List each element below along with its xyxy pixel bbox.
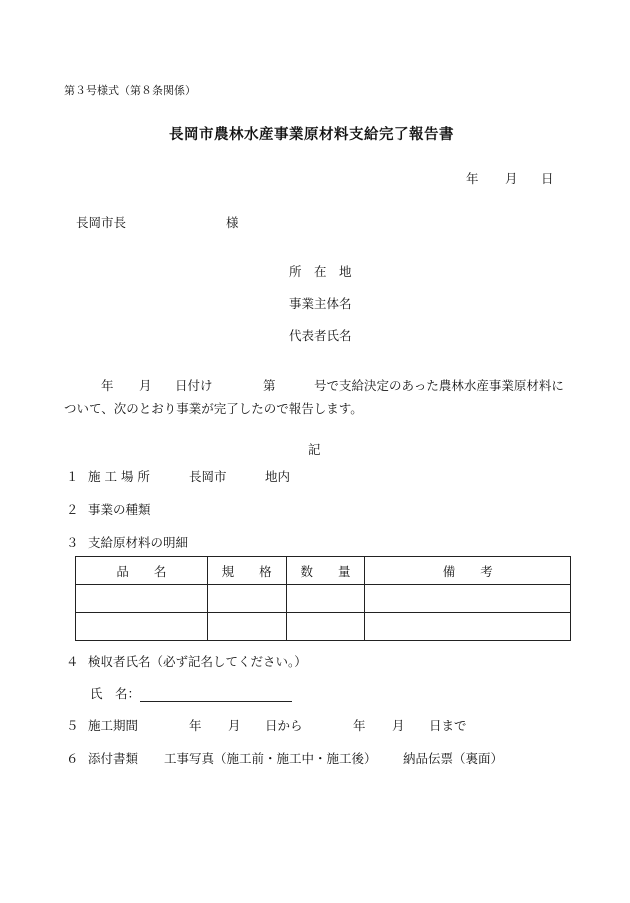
item6-number: ６: [66, 751, 79, 766]
inspector-name-label: 氏 名：: [90, 686, 141, 701]
addressee-name: 長岡市長: [76, 215, 127, 230]
document-title: 長岡市農林水産事業原材料支給完了報告書: [169, 126, 454, 143]
item5-label: 施工期間: [88, 718, 139, 733]
item5-start-month: 月: [228, 718, 241, 733]
table-header-row: [76, 557, 571, 585]
header-item-name: 品 名: [76, 557, 208, 585]
body-no: 第: [263, 378, 276, 393]
item1-label: 施 工 場 所: [88, 469, 150, 484]
header-quantity: 数 量: [286, 557, 365, 585]
item1-suffix: 地内: [265, 469, 291, 484]
entity-name-label: 事業主体名: [289, 296, 352, 311]
date-month: 月: [505, 171, 518, 186]
table-cell[interactable]: [365, 585, 571, 613]
table-cell[interactable]: [207, 613, 286, 641]
form-number: 第３号様式（第８条関係）: [64, 84, 196, 97]
item6-photos: 工事写真（施工前・施工中・施工後）: [164, 751, 377, 766]
item5-start-year: 年: [189, 718, 202, 733]
ki-marker: 記: [308, 442, 321, 457]
item5-end-day: 日まで: [429, 718, 467, 733]
table-cell[interactable]: [286, 613, 365, 641]
body-year: 年: [101, 378, 114, 393]
header-spec: 規 格: [207, 557, 286, 585]
item3-number: ３: [66, 535, 79, 550]
body-text-line1: 号で支給決定のあった農林水産事業原材料に: [314, 378, 564, 393]
table-cell[interactable]: [207, 585, 286, 613]
header-remarks: 備 考: [365, 557, 571, 585]
item5-number: ５: [66, 718, 79, 733]
representative-label: 代表者氏名: [289, 328, 352, 343]
table-row: [76, 613, 571, 641]
table-cell[interactable]: [76, 613, 208, 641]
item5-end-month: 月: [392, 718, 405, 733]
item2-label: 事業の種類: [88, 502, 151, 517]
inspector-name-field[interactable]: [90, 684, 292, 702]
table-cell[interactable]: [365, 613, 571, 641]
item1-number: １: [66, 469, 79, 484]
materials-table: [75, 556, 571, 641]
item5-start-day: 日から: [265, 718, 303, 733]
body-month: 月: [139, 378, 152, 393]
table-row: [76, 585, 571, 613]
body-dated: 日付け: [175, 378, 213, 393]
item4-label: 検収者氏名（必ず記名してください。）: [88, 654, 307, 669]
table-cell[interactable]: [286, 585, 365, 613]
table-cell[interactable]: [76, 585, 208, 613]
addressee-honorific: 様: [226, 215, 239, 230]
address-label: 所 在 地: [289, 264, 352, 279]
item5-end-year: 年: [353, 718, 366, 733]
item4-number: ４: [66, 654, 79, 669]
item6-delivery-slip: 納品伝票（裏面）: [403, 751, 504, 766]
item1-city: 長岡市: [189, 469, 227, 484]
date-day: 日: [541, 171, 554, 186]
item3-label: 支給原材料の明細: [88, 535, 189, 550]
signature-line[interactable]: [140, 689, 292, 702]
item2-number: ２: [66, 502, 79, 517]
date-year: 年: [466, 171, 479, 186]
item6-label: 添付書類: [88, 751, 139, 766]
body-text-line2: ついて、次のとおり事業が完了したので報告します。: [64, 401, 363, 416]
